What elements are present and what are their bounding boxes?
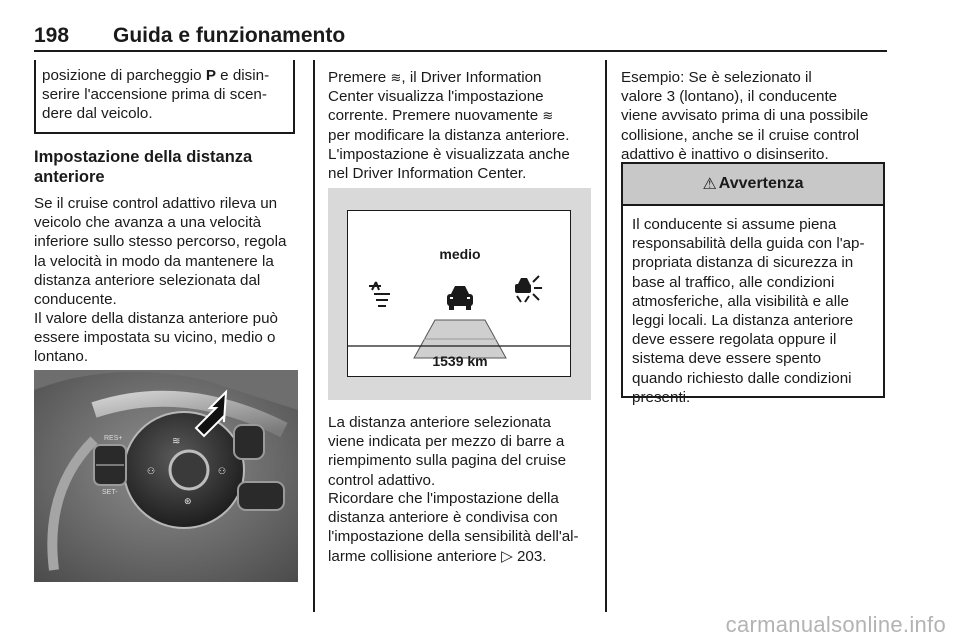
warning-header	[623, 164, 883, 206]
warning-triangle-icon: ⚠	[702, 176, 717, 193]
column-divider-1	[313, 60, 315, 612]
odometer-readout: 1539 km	[432, 353, 488, 369]
col2-paragraph-3: Ricordare che l'impostazione della distanza anteriore è condivisa con l'impostazione della sensibilità dell'al- larme collisione anteriore ▷ 203.	[328, 490, 579, 565]
section-heading: Impostazione della distanza anteriore	[34, 148, 253, 186]
display-screen	[347, 210, 571, 377]
res-label: RES+	[104, 435, 123, 442]
svg-text:⊛: ⊛	[184, 497, 192, 507]
warning-box	[621, 162, 885, 406]
col1-paragraph-1: Se il cruise control adattivo rileva un veicolo che avanza a una velocità inferiore sullo stesso percorso, regola la velocità in modo da mantenere la distanza anteriore selezionata dal conducente.	[34, 195, 287, 309]
col1-paragraph-2: Il valore della distanza anteriore può essere impostata su vicino, medio o lontano.	[34, 310, 278, 366]
gear-p-label: P	[205, 67, 216, 84]
svg-text:⚇: ⚇	[218, 467, 227, 477]
warning-body: Il conducente si assume piena responsabilità della guida con l'ap- propriata distanza di sicurezza in base al traffico, alle condizioni atmosferiche, alla visibilità e alle leggi locali. La distanza anteriore deve essere regolata oppure il sistema deve essere spento quando richiesto dalle condizioni presenti.	[632, 216, 865, 406]
note-box	[34, 60, 295, 134]
display-graphic	[347, 210, 571, 377]
header-rule	[34, 50, 887, 52]
svg-text:⚇: ⚇	[147, 467, 156, 477]
following-distance-icon	[369, 282, 390, 306]
note-line-2: serire l'accensione prima di scen-	[42, 86, 267, 104]
page-reference-triangle-icon: ▷	[501, 547, 517, 565]
driver-info-display-figure	[328, 188, 591, 400]
note-line-3: dere dal veicolo.	[42, 105, 153, 123]
watermark: carmanualsonline.info	[725, 612, 946, 637]
steering-wheel-illustration	[34, 370, 298, 582]
steering-wheel-photo	[34, 370, 298, 582]
collision-alert-icon	[515, 276, 542, 302]
col2-paragraph-1: Premere ≋, il Driver Information Center visualizza l'impostazione corrente. Premere nuovamente ≋ per modificare la distanza anteriore. L'impostazione è visualizzata anche nel Driver Information Center.	[328, 69, 570, 183]
column-divider-2	[605, 60, 607, 612]
note-line-1: posizione di parcheggio P e disin-	[42, 67, 270, 84]
set-label: SET-	[102, 489, 118, 496]
chapter-title: Guida e funzionamento	[113, 24, 346, 47]
car-icon	[447, 286, 473, 310]
warning-title: Avvertenza	[718, 175, 804, 192]
following-distance-icon: ≋	[390, 70, 402, 85]
distance-setting-label: medio	[439, 246, 481, 262]
page-number: 198	[34, 24, 70, 47]
col2-paragraph-2: La distanza anteriore selezionata viene indicata per mezzo di barre a riempimento sulla pagina del cruise control adattivo.	[328, 414, 567, 489]
following-distance-icon: ≋	[542, 108, 554, 124]
svg-text:≋: ≋	[172, 436, 181, 447]
col3-paragraph-1: Esempio: Se è selezionato il valore 3 (lontano), il conducente viene avvisato prima di una possibile collisione, anche se il cruise control adattivo è inattivo o disinserito.	[621, 69, 869, 163]
page-reference-link[interactable]: 203.	[516, 547, 547, 565]
